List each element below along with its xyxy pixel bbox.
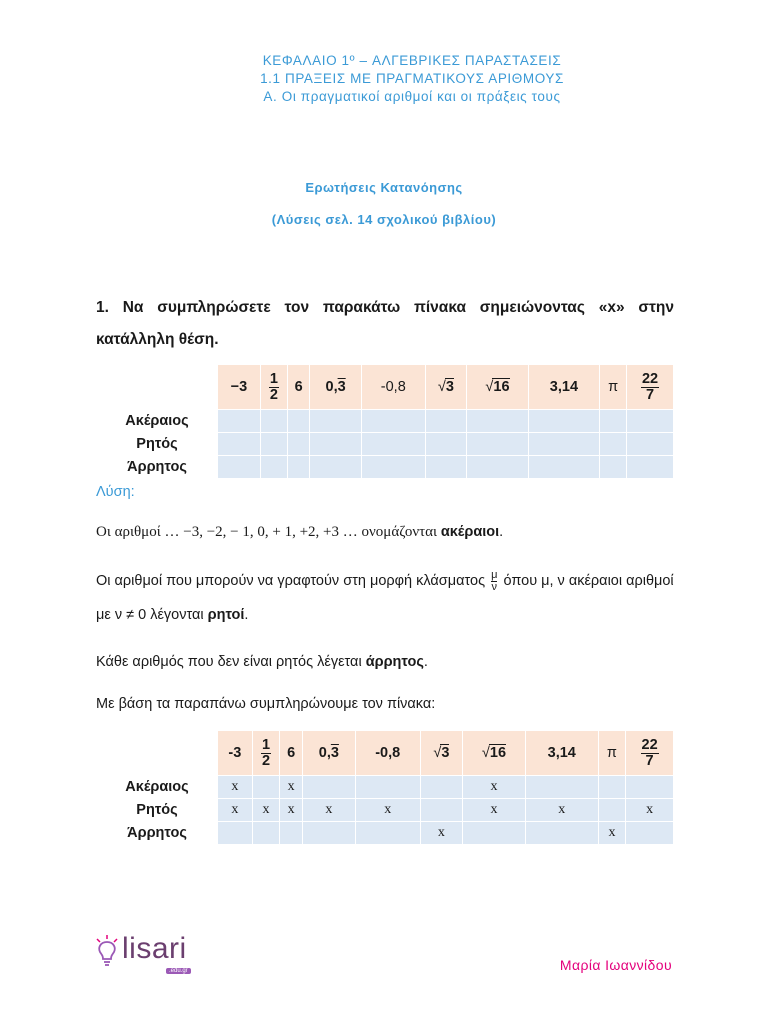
fraction-mu-nu: $\frac{\mu}{\nu}$ bbox=[491, 568, 498, 593]
table-cell: x bbox=[626, 799, 674, 822]
table-cell bbox=[626, 776, 674, 799]
questions-heading: Ερωτήσεις Κατανόησης bbox=[305, 180, 463, 195]
header-cell: 3,14 bbox=[525, 731, 598, 776]
table-cell bbox=[627, 410, 674, 433]
table-cell bbox=[425, 410, 467, 433]
header-cell: -3 bbox=[218, 731, 253, 776]
table-row-rational bbox=[97, 433, 674, 456]
table-cell bbox=[525, 822, 598, 845]
header-cell: $\frac{1}{2}$ bbox=[252, 731, 280, 776]
table-cell bbox=[288, 456, 310, 479]
header-cell: 6 bbox=[288, 365, 310, 410]
empty-corner-cell bbox=[97, 365, 218, 410]
header-cell: $\frac{22}{7}$ bbox=[627, 365, 674, 410]
table-cell bbox=[528, 410, 600, 433]
question-table bbox=[96, 364, 674, 479]
row-label: Ρητός bbox=[97, 799, 218, 822]
solutions-reference: (Λύσεις σελ. 14 σχολικού βιβλίου) bbox=[271, 212, 497, 227]
table-header-row bbox=[97, 731, 674, 776]
table-cell bbox=[627, 433, 674, 456]
lisari-logo bbox=[94, 934, 204, 986]
table-cell: x bbox=[598, 822, 625, 845]
table-cell bbox=[310, 410, 362, 433]
table-cell bbox=[310, 433, 362, 456]
table-cell bbox=[260, 410, 287, 433]
table-cell bbox=[467, 410, 528, 433]
table-cell bbox=[598, 776, 625, 799]
table-cell bbox=[302, 776, 355, 799]
table-cell bbox=[627, 456, 674, 479]
table-cell bbox=[218, 822, 253, 845]
table-cell bbox=[467, 456, 528, 479]
header-cell: 0,3 bbox=[302, 731, 355, 776]
table-cell: x bbox=[280, 799, 303, 822]
header-cell: -0,8 bbox=[361, 365, 425, 410]
table-cell bbox=[218, 456, 261, 479]
section-title: 1.1 ΠΡΑΞΕΙΣ ΜΕ ΠΡΑΓΜΑΤΙΚΟΥΣ ΑΡΙΘΜΟΥΣ bbox=[260, 71, 564, 86]
table-cell bbox=[355, 822, 420, 845]
header-cell: 3,14 bbox=[528, 365, 600, 410]
chapter-title: ΚΕΦΑΛΑΙΟ 1º – ΑΛΓΕΒΡΙΚΕΣ ΠΑΡΑΣΤΑΣΕΙΣ bbox=[262, 53, 562, 68]
table-cell bbox=[218, 433, 261, 456]
header-cell: -0,8 bbox=[355, 731, 420, 776]
table-cell bbox=[600, 433, 627, 456]
solution-paragraph-rationals: Οι αριθμοί που μπορούν να γραφτούν στη μορφή κλάσματος $\frac{\mu}{\nu}$ όπου μ, ν ακέραιοι αριθμοί με ν ≠ 0 λέγονται ρητοί. bbox=[96, 568, 674, 623]
table-cell: x bbox=[420, 822, 463, 845]
table-cell: x bbox=[280, 776, 303, 799]
header-cell: √16 bbox=[467, 365, 528, 410]
table-cell bbox=[361, 410, 425, 433]
header-cell: 0,3 bbox=[310, 365, 362, 410]
table-cell: x bbox=[463, 776, 526, 799]
table-cell bbox=[425, 433, 467, 456]
table-cell bbox=[288, 410, 310, 433]
table-cell: x bbox=[525, 799, 598, 822]
table-cell bbox=[528, 433, 600, 456]
empty-corner-cell bbox=[97, 731, 218, 776]
table-cell bbox=[425, 456, 467, 479]
table-cell: x bbox=[463, 799, 526, 822]
table-cell bbox=[260, 456, 287, 479]
table-cell bbox=[310, 456, 362, 479]
question-1-text: 1. Να συμπληρώσετε τον παρακάτω πίνακα σημειώνοντας «x» στην κατάλληλη θέση. bbox=[96, 299, 674, 348]
table-cell bbox=[463, 822, 526, 845]
table-cell bbox=[260, 433, 287, 456]
header-cell: $\frac{1}{2}$ bbox=[260, 365, 287, 410]
table-cell: x bbox=[252, 799, 280, 822]
table-header-row bbox=[97, 365, 674, 410]
header-cell: √3 bbox=[420, 731, 463, 776]
table-cell: x bbox=[218, 799, 253, 822]
table-row-integer bbox=[97, 776, 674, 799]
table-cell: x bbox=[218, 776, 253, 799]
header-cell: −3 bbox=[218, 365, 261, 410]
table-cell bbox=[288, 433, 310, 456]
table-cell: x bbox=[302, 799, 355, 822]
solution-label: Λύση: bbox=[96, 484, 135, 500]
table-cell bbox=[420, 799, 463, 822]
header-cell: √3 bbox=[425, 365, 467, 410]
table-cell bbox=[626, 822, 674, 845]
table-row-integer bbox=[97, 410, 674, 433]
answer-table bbox=[96, 730, 674, 845]
header-cell: π bbox=[600, 365, 627, 410]
solution-paragraph-fill-table: Με βάση τα παραπάνω συμπληρώνουμε τον πίνακα: bbox=[96, 696, 436, 712]
table-cell bbox=[528, 456, 600, 479]
table-cell bbox=[598, 799, 625, 822]
logo-domain: .edu.gr bbox=[166, 968, 191, 974]
table-cell bbox=[280, 822, 303, 845]
document-header bbox=[0, 52, 768, 106]
solution-paragraph-irrationals: Κάθε αριθμός που δεν είναι ρητός λέγεται άρρητος. bbox=[96, 654, 428, 670]
header-cell: π bbox=[598, 731, 625, 776]
row-label: Άρρητος bbox=[97, 456, 218, 479]
row-label: Ακέραιος bbox=[97, 776, 218, 799]
author-name: Μαρία Ιωαννίδου bbox=[559, 957, 672, 973]
table-cell bbox=[525, 776, 598, 799]
subsection-title: Α. Οι πραγματικοί αριθμοί και οι πράξεις τους bbox=[263, 89, 561, 104]
table-cell bbox=[600, 410, 627, 433]
table-cell bbox=[467, 433, 528, 456]
row-label: Άρρητος bbox=[97, 822, 218, 845]
table-cell bbox=[252, 822, 280, 845]
header-cell: √16 bbox=[463, 731, 526, 776]
table-cell bbox=[252, 776, 280, 799]
table-cell bbox=[302, 822, 355, 845]
table-cell bbox=[420, 776, 463, 799]
table-row-irrational bbox=[97, 456, 674, 479]
row-label: Ακέραιος bbox=[97, 410, 218, 433]
solution-paragraph-integers: Οι αριθμοί … −3, −2, − 1, 0, + 1, +2, +3 … ονομάζονται ακέραιοι. bbox=[96, 524, 504, 540]
table-cell: x bbox=[355, 799, 420, 822]
table-cell bbox=[218, 410, 261, 433]
logo-wordmark: lisari bbox=[122, 932, 187, 965]
header-cell: $\frac{22}{7}$ bbox=[626, 731, 674, 776]
table-row-rational bbox=[97, 799, 674, 822]
header-cell: 6 bbox=[280, 731, 303, 776]
table-cell bbox=[361, 433, 425, 456]
table-cell bbox=[600, 456, 627, 479]
table-row-irrational bbox=[97, 822, 674, 845]
lightbulb-icon bbox=[94, 934, 120, 974]
row-label: Ρητός bbox=[97, 433, 218, 456]
table-cell bbox=[361, 456, 425, 479]
table-cell bbox=[355, 776, 420, 799]
